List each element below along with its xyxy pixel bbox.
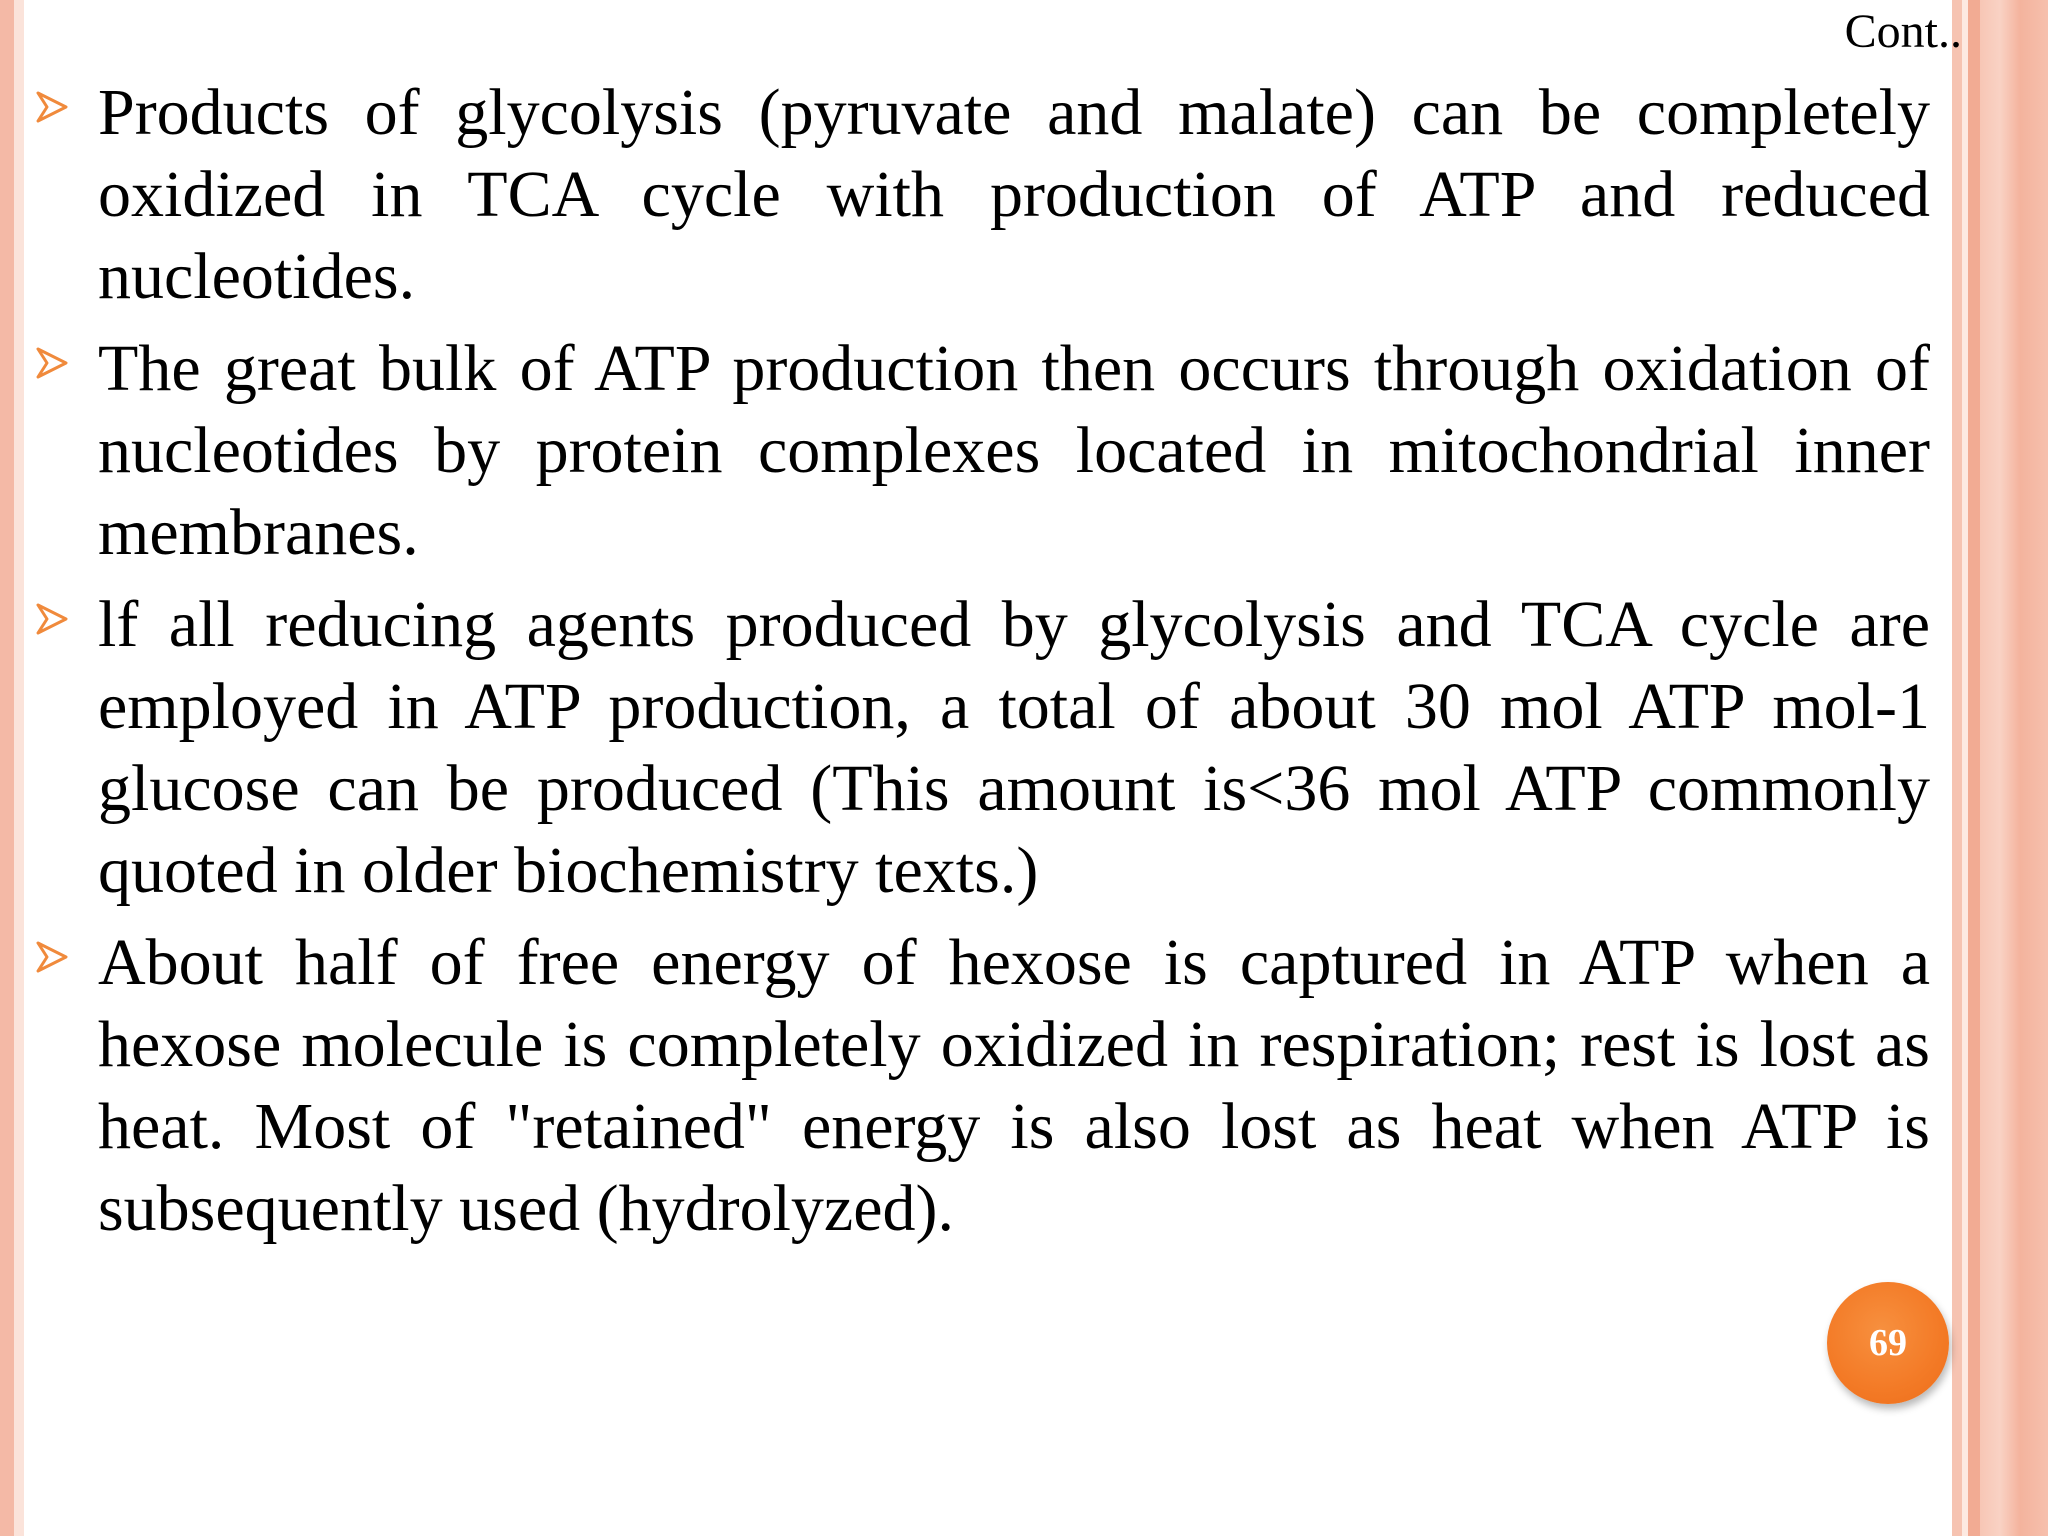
bullet-item	[36, 72, 1930, 318]
right-decorative-stripe	[1980, 0, 2048, 1536]
bullet-text: lf all reducing agents produced by glycolysis and TCA cycle are employed in ATP production, a total of about 30 mol ATP mol-1 glucose can be produced (This amount is<36 mol ATP commonly quoted in older biochemistry texts.)	[98, 588, 1930, 907]
right-decorative-stripe	[1968, 0, 1980, 1536]
arrowhead-bullet-icon	[36, 90, 70, 124]
page-number: 69	[1869, 1322, 1907, 1364]
left-decorative-stripe	[0, 0, 24, 1536]
continuation-label: Cont..	[1844, 5, 1962, 58]
bullet-item	[36, 922, 1930, 1250]
page-number-badge	[1827, 1282, 1949, 1404]
right-decorative-stripe	[1952, 0, 1962, 1536]
bullet-text: Products of glycolysis (pyruvate and malate) can be completely oxidized in TCA cycle with production of ATP and reduced nucleotides.	[98, 76, 1930, 313]
bullet-text: About half of free energy of hexose is captured in ATP when a hexose molecule is completely oxidized in respiration; rest is lost as heat. Most of "retained" energy is also lost as heat when ATP is subsequently used (hydrolyzed).	[98, 926, 1930, 1245]
bullet-item	[36, 328, 1930, 574]
bullet-text: The great bulk of ATP production then occurs through oxidation of nucleotides by protein complexes located in mitochondrial inner membranes.	[98, 332, 1930, 569]
arrowhead-bullet-icon	[36, 940, 70, 974]
arrowhead-bullet-icon	[36, 602, 70, 636]
bullet-list	[36, 72, 1930, 1260]
bullet-item	[36, 584, 1930, 912]
arrowhead-bullet-icon	[36, 346, 70, 380]
